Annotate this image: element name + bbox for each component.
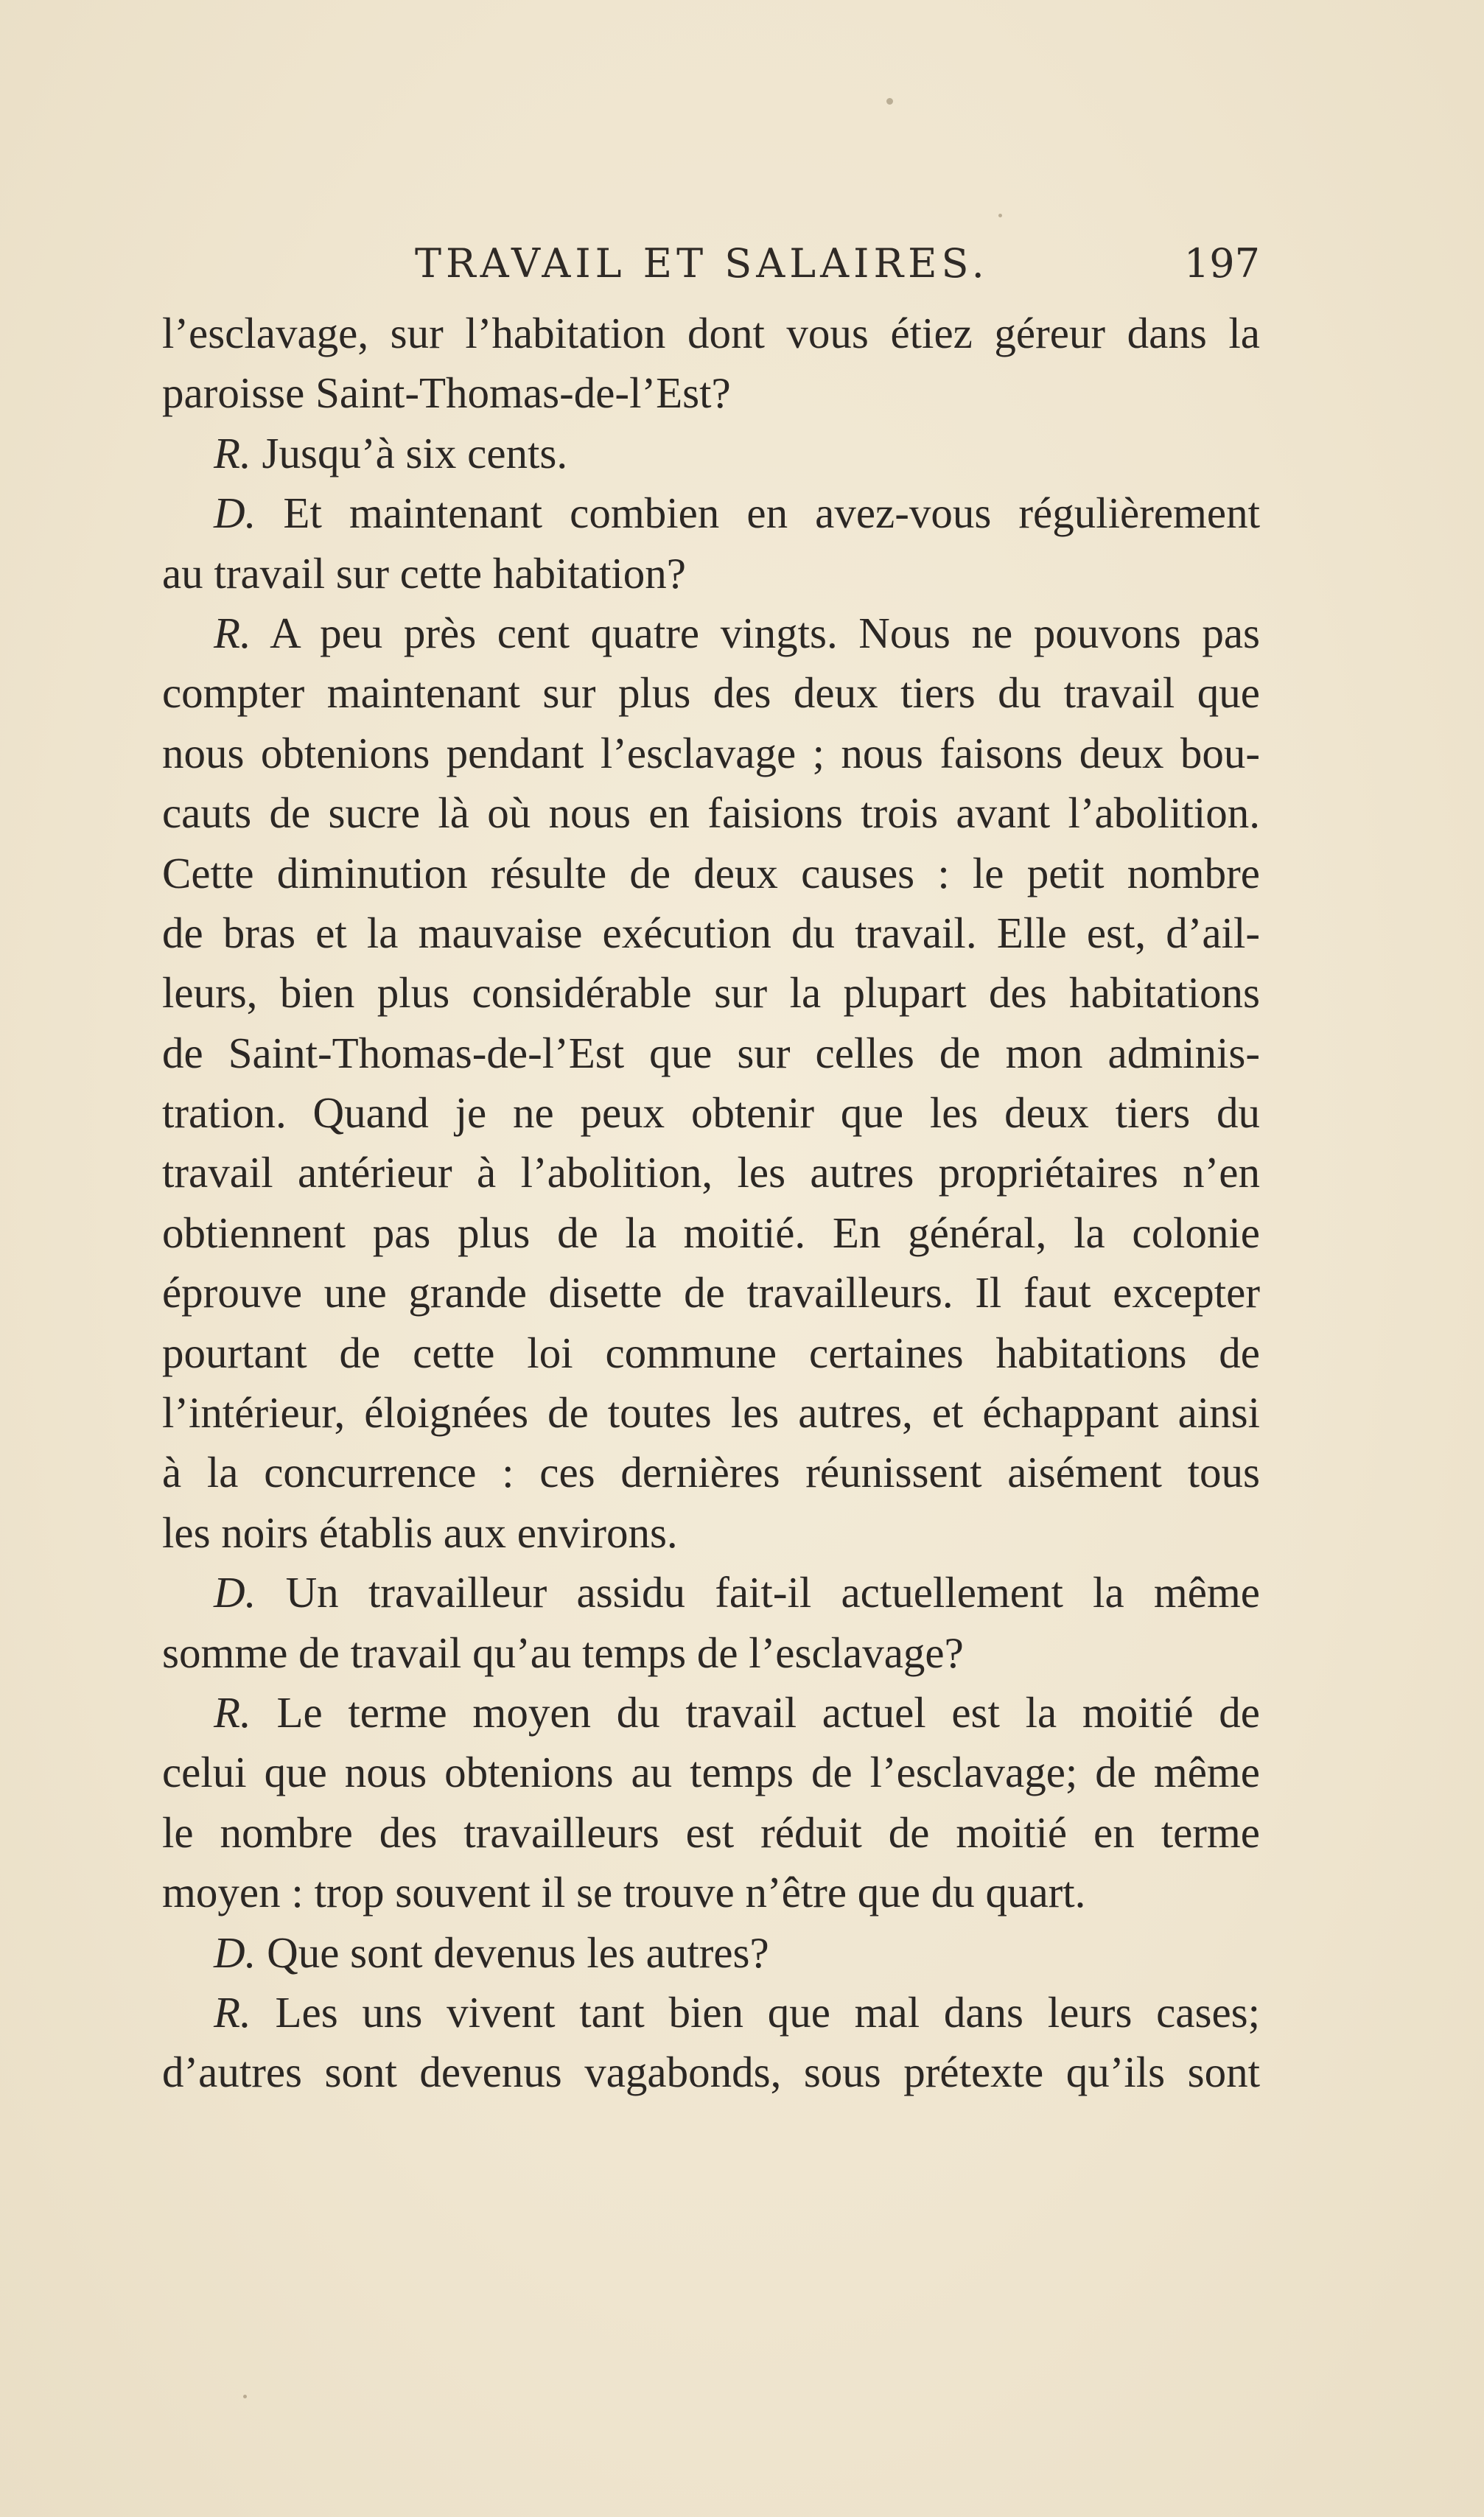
text-line <box>162 903 1260 963</box>
text-line <box>162 663 1260 723</box>
line-text: de Saint-Thomas-de-l’Est que sur celles de mon adminis- <box>162 1028 1260 1077</box>
text-line <box>162 1503 1260 1563</box>
line-text: Le terme moyen du travail actuel est la moitié de <box>251 1687 1260 1737</box>
speaker-label: R. <box>214 1687 251 1737</box>
text-line <box>162 1983 1260 2042</box>
text-line <box>162 724 1260 783</box>
text-line <box>162 1743 1260 1802</box>
text-line <box>162 1083 1260 1143</box>
text-line <box>162 483 1260 543</box>
text-line <box>162 1443 1260 1502</box>
line-text: pourtant de cette loi commune certaines habitations de <box>162 1328 1260 1377</box>
line-text: nous obtenions pendant l’esclavage ; nous faisons deux bou- <box>162 728 1260 777</box>
line-text: l’intérieur, éloignées de toutes les autres, et échappant ainsi <box>162 1388 1260 1438</box>
text-line <box>162 2042 1260 2102</box>
speaker-label: D. <box>214 1568 256 1617</box>
text-line <box>162 1563 1260 1622</box>
line-text: leurs, bien plus considérable sur la plupart des habitations <box>162 968 1260 1018</box>
text-line <box>162 544 1260 603</box>
text-line <box>162 963 1260 1023</box>
line-text: Et maintenant combien en avez-vous régulièrement <box>256 489 1260 538</box>
line-text: compter maintenant sur plus des deux tiers du travail que <box>162 668 1260 718</box>
text-line <box>162 1383 1260 1443</box>
line-text: l’esclavage, sur l’habitation dont vous étiez géreur dans la <box>162 309 1260 357</box>
text-line <box>162 1683 1260 1743</box>
text-line <box>162 1203 1260 1263</box>
text-line <box>162 304 1260 363</box>
text-line <box>162 1023 1260 1083</box>
text-line <box>162 1263 1260 1323</box>
line-text: Les uns vivent tant bien que mal dans leurs cases; <box>251 1987 1260 2037</box>
speaker-label: D. <box>214 489 256 538</box>
line-text: paroisse Saint-Thomas-de-l’Est? <box>162 368 731 418</box>
speaker-label: R. <box>214 608 251 657</box>
line-text: obtiennent pas plus de la moitié. En général, la colonie <box>162 1208 1260 1257</box>
page-number: 197 <box>1183 240 1260 287</box>
text-line <box>162 1323 1260 1383</box>
line-text: Un travailleur assidu fait-il actuellement la même <box>256 1568 1260 1617</box>
paper-speck <box>998 214 1002 217</box>
speaker-label: D. <box>214 1928 256 1977</box>
text-line <box>162 1863 1260 1922</box>
text-line <box>162 424 1260 483</box>
speaker-label: R. <box>214 1987 251 2037</box>
running-title: TRAVAIL ET SALAIRES. <box>415 240 989 287</box>
text-line <box>162 363 1260 423</box>
running-head <box>162 234 1260 293</box>
line-text: Que sont devenus les autres? <box>256 1928 769 1977</box>
line-text: travail antérieur à l’abolition, les autres propriétaires n’en <box>162 1148 1260 1197</box>
line-text: les noirs établis aux environs. <box>162 1508 678 1557</box>
text-line <box>162 844 1260 903</box>
text-line <box>162 1803 1260 1863</box>
speaker-label: R. <box>214 428 251 477</box>
line-text: de bras et la mauvaise exécution du travail. Elle est, d’ail- <box>162 908 1260 957</box>
paper-speck <box>886 98 893 105</box>
line-text: Jusqu’à six cents. <box>251 428 568 477</box>
line-text: Cette diminution résulte de deux causes : le petit nombre <box>162 848 1260 897</box>
text-line <box>162 1143 1260 1203</box>
line-text: A peu près cent quatre vingts. Nous ne pouvons pas <box>251 608 1260 657</box>
line-text: somme de travail qu’au temps de l’esclavage? <box>162 1628 964 1677</box>
line-text: d’autres sont devenus vagabonds, sous prétexte qu’ils sont <box>162 2048 1260 2097</box>
line-text: tration. Quand je ne peux obtenir que les deux tiers du <box>162 1088 1260 1138</box>
line-text: cauts de sucre là où nous en faisions trois avant l’abolition. <box>162 788 1260 838</box>
body-text <box>162 304 1260 2103</box>
text-line <box>162 603 1260 663</box>
line-text: le nombre des travailleurs est réduit de moitié en terme <box>162 1807 1260 1857</box>
line-text: éprouve une grande disette de travailleurs. Il faut excepter <box>162 1268 1260 1317</box>
text-line <box>162 1623 1260 1683</box>
line-text: celui que nous obtenions au temps de l’esclavage; de même <box>162 1748 1260 1797</box>
line-text: moyen : trop souvent il se trouve n’être que du quart. <box>162 1868 1086 1917</box>
text-line <box>162 1923 1260 1983</box>
paper-speck <box>243 2395 247 2398</box>
text-line <box>162 783 1260 843</box>
line-text: au travail sur cette habitation? <box>162 548 686 598</box>
line-text: à la concurrence : ces dernières réunissent aisément tous <box>162 1448 1260 1497</box>
